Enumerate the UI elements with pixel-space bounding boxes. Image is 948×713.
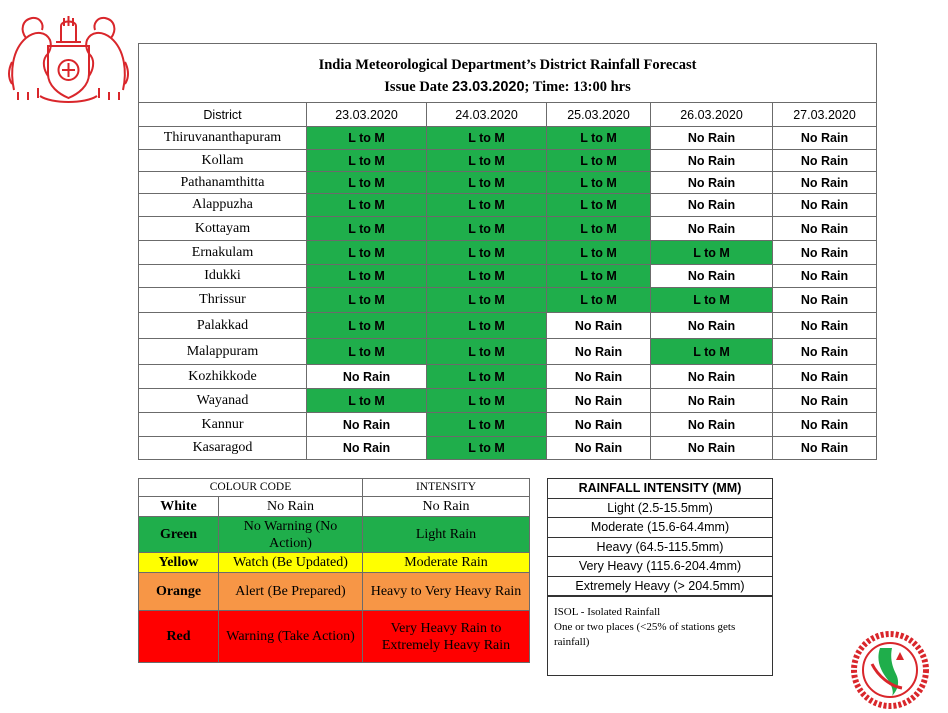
table-row: [139, 265, 877, 288]
forecast-cell: No Rain: [773, 339, 877, 365]
forecast-cell: No Rain: [651, 437, 773, 460]
title-row: [139, 44, 877, 103]
colour-meaning: No Rain: [219, 497, 363, 517]
intensity-header: INTENSITY: [363, 479, 530, 497]
forecast-cell: L to M: [547, 217, 651, 241]
forecast-cell: No Rain: [547, 437, 651, 460]
forecast-cell: L to M: [307, 217, 427, 241]
district-forecast-table: [138, 43, 877, 460]
issue-date: 23.03.2020: [451, 79, 525, 95]
forecast-cell: L to M: [651, 339, 773, 365]
intensity-row: Very Heavy (115.6-204.4mm): [547, 557, 773, 577]
forecast-cell: No Rain: [773, 313, 877, 339]
legend-row: [139, 517, 530, 553]
district-name: Thrissur: [139, 288, 307, 313]
forecast-cell: L to M: [651, 288, 773, 313]
colour-meaning: No Warning (No Action): [219, 517, 363, 553]
kerala-disaster-management-logo-icon: [850, 630, 930, 710]
district-name: Thiruvananthapuram: [139, 127, 307, 150]
forecast-cell: No Rain: [651, 265, 773, 288]
colour-intensity: Very Heavy Rain to Extremely Heavy Rain: [363, 611, 530, 663]
district-name: Kottayam: [139, 217, 307, 241]
forecast-cell: L to M: [427, 389, 547, 413]
district-name: Kannur: [139, 413, 307, 437]
legend-row: [139, 497, 530, 517]
forecast-cell: No Rain: [651, 172, 773, 194]
forecast-cell: L to M: [651, 241, 773, 265]
forecast-cell: L to M: [307, 127, 427, 150]
district-name: Alappuzha: [139, 194, 307, 217]
forecast-cell: L to M: [427, 194, 547, 217]
table-row: [139, 217, 877, 241]
forecast-cell: No Rain: [547, 339, 651, 365]
legend-header-row: [139, 479, 530, 497]
forecast-cell: L to M: [547, 127, 651, 150]
forecast-cell: No Rain: [773, 265, 877, 288]
rainfall-intensity-box: [547, 478, 773, 596]
forecast-cell: No Rain: [773, 437, 877, 460]
forecast-cell: No Rain: [547, 413, 651, 437]
forecast-cell: L to M: [307, 389, 427, 413]
forecast-cell: No Rain: [773, 217, 877, 241]
district-name: Ernakulam: [139, 241, 307, 265]
forecast-cell: L to M: [547, 265, 651, 288]
table-row: [139, 437, 877, 460]
forecast-cell: L to M: [427, 241, 547, 265]
forecast-cell: No Rain: [773, 194, 877, 217]
forecast-cell: No Rain: [773, 288, 877, 313]
forecast-title: India Meteorological Department’s District Rainfall Forecast: [318, 57, 697, 73]
table-row: [139, 127, 877, 150]
date-column-header: 26.03.2020: [651, 103, 773, 127]
forecast-cell: L to M: [427, 127, 547, 150]
forecast-cell: L to M: [427, 413, 547, 437]
legend-row: [139, 611, 530, 663]
colour-name: Green: [139, 517, 219, 553]
forecast-cell: L to M: [427, 313, 547, 339]
date-column-header: 25.03.2020: [547, 103, 651, 127]
forecast-cell: No Rain: [773, 413, 877, 437]
forecast-cell: L to M: [307, 288, 427, 313]
district-name: Palakkad: [139, 313, 307, 339]
table-row: [139, 172, 877, 194]
forecast-cell: No Rain: [773, 127, 877, 150]
forecast-cell: No Rain: [651, 413, 773, 437]
forecast-cell: L to M: [547, 150, 651, 172]
colour-name: White: [139, 497, 219, 517]
forecast-cell: L to M: [547, 194, 651, 217]
forecast-cell: L to M: [547, 288, 651, 313]
district-name: Malappuram: [139, 339, 307, 365]
forecast-cell: No Rain: [773, 365, 877, 389]
forecast-cell: L to M: [427, 437, 547, 460]
forecast-cell: No Rain: [307, 413, 427, 437]
forecast-cell: No Rain: [651, 313, 773, 339]
table-row: [139, 389, 877, 413]
issue-line: [139, 76, 876, 98]
forecast-cell: No Rain: [307, 365, 427, 389]
table-row: [139, 241, 877, 265]
table-row: [139, 339, 877, 365]
colour-code-header: COLOUR CODE: [139, 479, 363, 497]
forecast-cell: No Rain: [773, 150, 877, 172]
table-row: [139, 288, 877, 313]
forecast-cell: No Rain: [651, 194, 773, 217]
forecast-cell: L to M: [307, 265, 427, 288]
district-name: Kollam: [139, 150, 307, 172]
forecast-cell: L to M: [307, 194, 427, 217]
forecast-cell: No Rain: [651, 217, 773, 241]
legend-row: [139, 573, 530, 611]
header-row: [139, 103, 877, 127]
district-name: Kozhikkode: [139, 365, 307, 389]
forecast-cell: L to M: [307, 339, 427, 365]
forecast-cell: No Rain: [773, 172, 877, 194]
district-column-header: District: [139, 103, 307, 127]
title-cell: [139, 44, 877, 103]
district-name: Wayanad: [139, 389, 307, 413]
colour-intensity: Moderate Rain: [363, 553, 530, 573]
isol-line-1: ISOL - Isolated Rainfall: [554, 606, 661, 618]
legend-row: [139, 553, 530, 573]
date-column-header: 27.03.2020: [773, 103, 877, 127]
intensity-row: Moderate (15.6-64.4mm): [547, 518, 773, 538]
issue-label: Issue Date: [384, 79, 452, 95]
colour-intensity: Heavy to Very Heavy Rain: [363, 573, 530, 611]
forecast-cell: L to M: [427, 172, 547, 194]
table-row: [139, 150, 877, 172]
forecast-cell: L to M: [427, 265, 547, 288]
colour-meaning: Alert (Be Prepared): [219, 573, 363, 611]
colour-name: Orange: [139, 573, 219, 611]
forecast-cell: L to M: [427, 150, 547, 172]
colour-code-legend-table: [138, 478, 530, 663]
intensity-row: Extremely Heavy (> 204.5mm): [547, 577, 773, 597]
issue-time: ; Time: 13:00 hrs: [524, 79, 631, 95]
intensity-title: RAINFALL INTENSITY (MM): [547, 478, 773, 499]
forecast-cell: L to M: [547, 172, 651, 194]
intensity-row: Heavy (64.5-115.5mm): [547, 538, 773, 558]
forecast-cell: No Rain: [651, 127, 773, 150]
table-row: [139, 194, 877, 217]
forecast-cell: No Rain: [307, 437, 427, 460]
colour-name: Red: [139, 611, 219, 663]
colour-intensity: Light Rain: [363, 517, 530, 553]
district-name: Pathanamthitta: [139, 172, 307, 194]
intensity-row: Light (2.5-15.5mm): [547, 499, 773, 519]
forecast-cell: No Rain: [773, 241, 877, 265]
forecast-cell: L to M: [307, 150, 427, 172]
forecast-cell: L to M: [427, 339, 547, 365]
forecast-cell: L to M: [307, 172, 427, 194]
forecast-cell: No Rain: [651, 150, 773, 172]
forecast-cell: L to M: [427, 217, 547, 241]
colour-name: Yellow: [139, 553, 219, 573]
colour-meaning: Warning (Take Action): [219, 611, 363, 663]
table-row: [139, 365, 877, 389]
forecast-cell: L to M: [307, 241, 427, 265]
colour-intensity: No Rain: [363, 497, 530, 517]
table-row: [139, 413, 877, 437]
isol-note-box: [547, 596, 773, 676]
forecast-cell: No Rain: [651, 365, 773, 389]
forecast-cell: L to M: [427, 288, 547, 313]
colour-meaning: Watch (Be Updated): [219, 553, 363, 573]
forecast-cell: No Rain: [547, 365, 651, 389]
forecast-cell: No Rain: [547, 389, 651, 413]
date-column-header: 24.03.2020: [427, 103, 547, 127]
district-name: Idukki: [139, 265, 307, 288]
forecast-cell: No Rain: [651, 389, 773, 413]
district-name: Kasaragod: [139, 437, 307, 460]
forecast-cell: L to M: [427, 365, 547, 389]
isol-line-2: One or two places (<25% of stations gets rainfall): [554, 621, 736, 648]
forecast-cell: No Rain: [547, 313, 651, 339]
forecast-cell: No Rain: [773, 389, 877, 413]
date-column-header: 23.03.2020: [307, 103, 427, 127]
forecast-cell: L to M: [547, 241, 651, 265]
kerala-state-emblem-icon: [6, 12, 131, 104]
forecast-cell: L to M: [307, 313, 427, 339]
table-row: [139, 313, 877, 339]
